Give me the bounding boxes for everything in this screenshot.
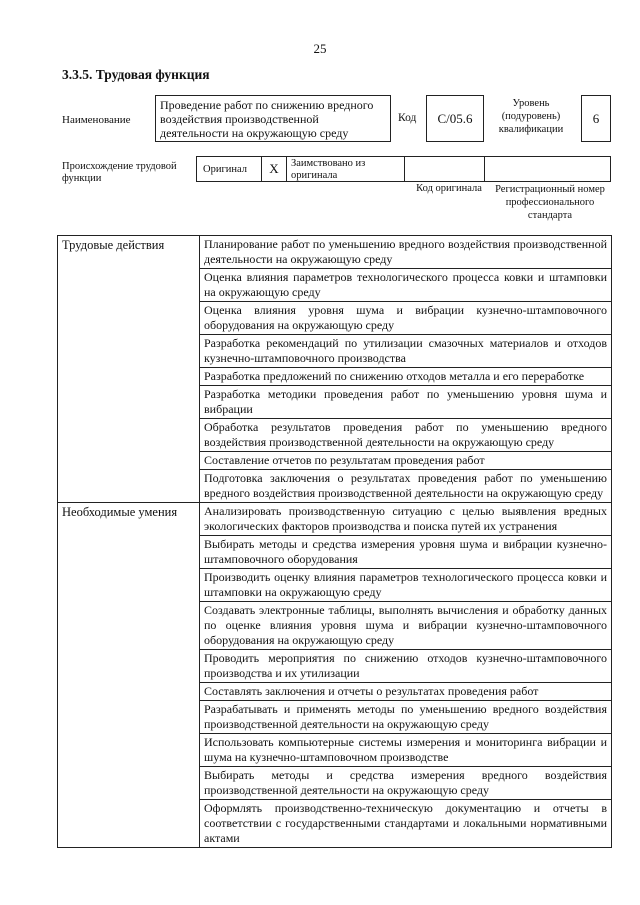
labor-action-item: Планирование работ по уменьшению вредного воздействия производственной деятельности на окружающую среду bbox=[200, 236, 612, 269]
required-skill-item: Проводить мероприятия по снижению отходов кузнечно-штамповочного производства и их утилизации bbox=[200, 650, 612, 683]
required-skill-item: Разрабатывать и применять методы по уменьшению вредного воздействия производственной деятельности на окружающую среду bbox=[200, 701, 612, 734]
labor-action-item: Разработка методики проведения работ по уменьшению уровня шума и вибрации bbox=[200, 386, 612, 419]
required-skill-item: Использовать компьютерные системы измерения и мониторинга вибрации и шума на кузнечно-штамповочном производстве bbox=[200, 734, 612, 767]
reg-number-caption: Регистрационный номер профессионального стандарта bbox=[495, 184, 605, 221]
code-value: С/05.6 bbox=[426, 95, 484, 142]
level-value: 6 bbox=[581, 95, 611, 142]
required-skill-group-label: Необходимые умения bbox=[58, 503, 200, 848]
code-original-caption: Код оригинала bbox=[416, 183, 482, 194]
name-label: Наименование bbox=[62, 114, 131, 126]
name-value: Проведение работ по снижению вредного воздействия производственной деятельности на окружающую среду bbox=[155, 95, 391, 142]
original-mark: X bbox=[261, 156, 286, 182]
page-number: 25 bbox=[313, 41, 327, 56]
origin-label: Происхождение трудовой функции bbox=[62, 161, 177, 184]
labor-action-item: Оценка влияния параметров технологического процесса ковки и штамповки на окружающую среду bbox=[200, 269, 612, 302]
level-label: Уровень (подуровень) квалификации bbox=[498, 98, 564, 135]
section-title: 3.3.5. Трудовая функция bbox=[62, 67, 210, 82]
required-skill-item: Выбирать методы и средства измерения вредного воздействия производственной деятельности на окружающую среду bbox=[200, 767, 612, 800]
labor-action-item: Обработка результатов проведения работ по уменьшению вредного воздействия производственной деятельности на окружающую среду bbox=[200, 419, 612, 452]
required-skill-item: Оформлять производственно-техническую документацию и отчеты в соответствии с государственными стандартами и локальными нормативными актами bbox=[200, 800, 612, 848]
required-skill-item: Составлять заключения и отчеты о результатах проведения работ bbox=[200, 683, 612, 701]
borrowed-label: Заимствовано из оригинала bbox=[286, 156, 404, 182]
labor-action-item: Подготовка заключения о результатах проведения работ по уменьшению вредного воздействия производственной деятельности на окружающую среду bbox=[200, 470, 612, 503]
required-skill-item: Создавать электронные таблицы, выполнять вычисления и обработку данных по оценке влияния уровня шума и вибрации кузнечно-штамповочного оборудования на окружающую среду bbox=[200, 602, 612, 650]
labor-action-group-label: Трудовые действия bbox=[58, 236, 200, 503]
function-table bbox=[57, 235, 612, 848]
original-label: Оригинал bbox=[196, 156, 261, 182]
code-label: Код bbox=[398, 112, 417, 124]
required-skill-row bbox=[58, 503, 612, 536]
labor-action-item: Оценка влияния уровня шума и вибрации кузнечно-штамповочного оборудования на окружающую среду bbox=[200, 302, 612, 335]
required-skill-item: Производить оценку влияния параметров технологического процесса ковки и штамповки на окружающую среду bbox=[200, 569, 612, 602]
required-skill-item: Анализировать производственную ситуацию с целью выявления вредных экологических факторов производства и поиска путей их устранения bbox=[200, 503, 612, 536]
labor-action-item: Разработка предложений по снижению отходов металла и его переработке bbox=[200, 368, 612, 386]
origin-row bbox=[196, 156, 611, 182]
required-skill-item: Выбирать методы и средства измерения уровня шума и вибрации кузнечно-штамповочного оборудования bbox=[200, 536, 612, 569]
labor-action-item: Разработка рекомендаций по утилизации смазочных материалов и отходов кузнечно-штамповочного производства bbox=[200, 335, 612, 368]
labor-action-item: Составление отчетов по результатам проведения работ bbox=[200, 452, 612, 470]
labor-action-row bbox=[58, 236, 612, 269]
reg-number-cell bbox=[484, 156, 611, 182]
code-original-cell bbox=[404, 156, 484, 182]
